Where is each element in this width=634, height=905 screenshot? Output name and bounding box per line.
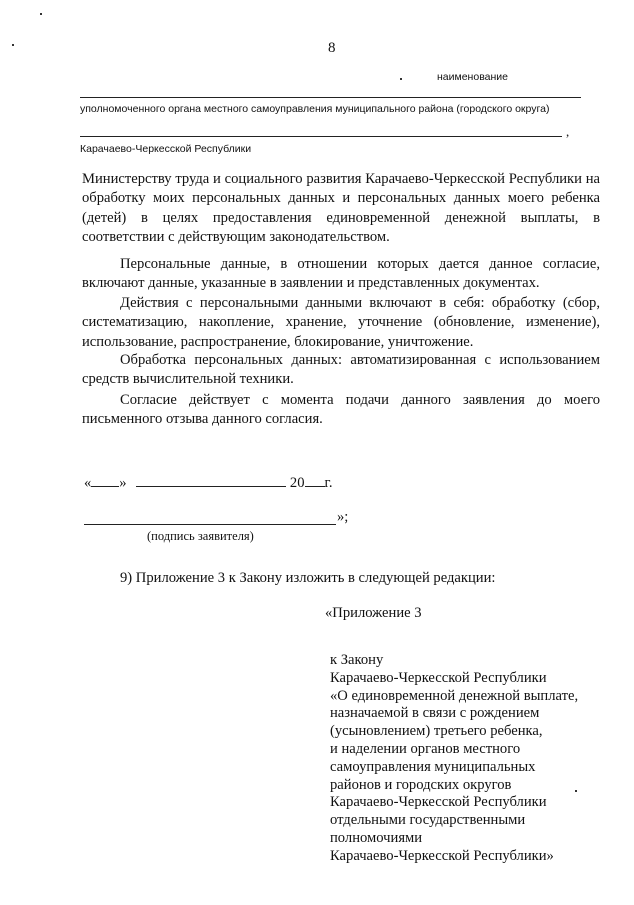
year-suffix: г. [324, 475, 333, 491]
comma: , [566, 124, 570, 139]
name-caption: наименование [437, 71, 509, 83]
appendix-line: районов и городских округов [330, 776, 512, 793]
appendix-line: к Закону [330, 652, 384, 668]
appendix-line: «О единовременной денежной выплате, [330, 687, 579, 704]
open-quote: « [84, 475, 92, 491]
appendix-line: Карачаево-Черкесской Республики [330, 794, 547, 811]
date-line [84, 472, 333, 492]
scan-speck [12, 44, 14, 46]
consent-paragraph-5: Согласие действует с момента подачи данного заявления до моего письменного отзыва данного согласия. [82, 392, 600, 428]
appendix-line: (усыновлением) третьего ребенка, [330, 723, 543, 740]
signature-end: »; [337, 509, 349, 525]
appendix-line: самоуправления муниципальных [330, 758, 536, 775]
name-field-line [80, 97, 581, 98]
scan-speck [40, 13, 42, 15]
year-prefix: 20 [289, 475, 305, 491]
consent-paragraph-3: Действия с персональными данными включают в себя: обработку (сбор, систематизацию, накопление, хранение, уточнение (обновление, изменение), использование, распространение, блокирование, уничтожение. [82, 295, 600, 350]
appendix-line: назначаемой в связи с рождением [330, 705, 540, 722]
appendix-line: и наделении органов местного [330, 740, 521, 757]
day-blank[interactable] [91, 472, 119, 487]
appendix-line: полномочиями [330, 829, 423, 846]
appendix-block [330, 652, 578, 866]
appendix-line: Карачаево-Черкесской Республики» [330, 847, 554, 864]
item-9: 9) Приложение 3 к Закону изложить в следующей редакции: [120, 570, 496, 586]
appendix-line: Карачаево-Черкесской Республики [330, 669, 547, 686]
appendix-line: отдельными государственными [330, 812, 526, 829]
page-number: 8 [328, 40, 336, 56]
month-blank[interactable] [136, 472, 286, 487]
close-quote: » [119, 475, 127, 491]
consent-paragraph-1: Министерству труда и социального развития Карачаево-Черкесской Республики на обработку моих персональных данных и персональных данных моего ребенка (детей) в целях предоставления единовременной денежной выплаты, в соответствии с действующим законодательством. [82, 171, 600, 246]
year-blank[interactable] [305, 472, 325, 487]
signature-line[interactable] [84, 524, 336, 525]
authority-field-line [80, 136, 562, 137]
appendix-title: «Приложение 3 [325, 605, 422, 621]
signature-caption: (подпись заявителя) [147, 529, 254, 543]
consent-paragraph-4: Обработка персональных данных: автоматизированная с использованием средств вычислительной техники. [82, 352, 600, 388]
scan-speck [575, 790, 577, 792]
scan-speck [400, 78, 402, 80]
authority-caption: уполномоченного органа местного самоуправления муниципального района (городского округа) [80, 103, 550, 115]
consent-paragraph-2: Персональные данные, в отношении которых дается данное согласие, включают данные, указанные в заявлении и представленных документах. [82, 256, 600, 292]
republic-caption: Карачаево-Черкесской Республики [80, 143, 252, 155]
